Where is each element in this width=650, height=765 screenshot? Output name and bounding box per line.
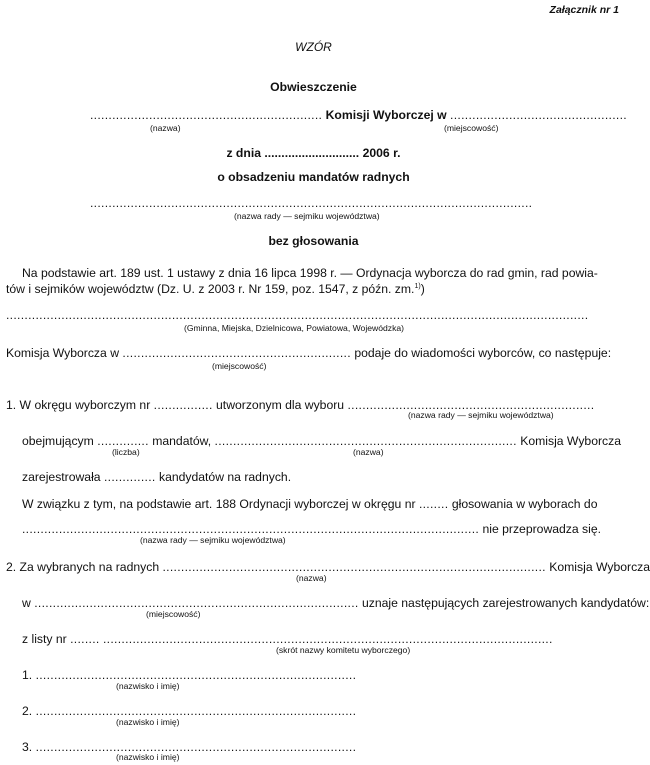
item2c-line: z listy nr ........ .......................................................................................................................... <box>22 632 553 646</box>
candidate-3: 3. ....................................................................................... <box>22 740 357 754</box>
attachment-label: Załącznik nr 1 <box>549 4 619 16</box>
template-marker: WZÓR <box>295 40 332 54</box>
council-name-field: ........................................................................................................................ <box>90 196 533 210</box>
item2-line: 2. Za wybranych na radnych ........................................................................................................ Komisja Wyborcza <box>6 560 650 574</box>
item1e-label: (nazwa rady — sejmiku województwa) <box>140 535 286 545</box>
item1-label: (nazwa rady — sejmiku województwa) <box>408 410 554 420</box>
candidate-2-label: (nazwisko i imię) <box>116 717 180 727</box>
item2c-label: (skrót nazwy komitetu wyborczego) <box>276 645 411 655</box>
commission-notice-label: (miejscowość) <box>212 361 267 371</box>
item1b-count-label: (liczba) <box>112 447 140 457</box>
date-line: z dnia ............................ 2006 r. <box>226 146 401 160</box>
item2-label: (nazwa) <box>296 573 327 583</box>
item2b-line: w ........................................................................................ uznaje następujących zarejestrowanych kandydatów: <box>22 596 650 610</box>
legal-paragraph-line2: tów i sejmików województw (Dz. U. z 2003 r. Nr 159, poz. 1547, z późn. zm.$^{1)}$) <box>6 282 425 296</box>
item1e-line: ............................................................................................................................ nie przeprowadza się. <box>22 522 602 536</box>
item2b-label: (miejscowość) <box>146 609 201 619</box>
candidate-1: 1. ....................................................................................... <box>22 668 357 682</box>
commission-line: ............................................................... Komisji Wyborczej w ................................................ <box>90 108 627 122</box>
commission-type-label: (Gminna, Miejska, Dzielnicowa, Powiatowa, Wojewódzka) <box>184 323 405 333</box>
commission-name-label: (nazwa) <box>150 123 181 133</box>
item1d-line: W związku z tym, na podstawie art. 188 Ordynacji wyborczej w okręgu nr ........ głosowania w wyborach do <box>22 497 598 511</box>
item1b-name-label: (nazwa) <box>353 447 384 457</box>
no-vote-heading: bez głosowania <box>268 234 359 248</box>
item1-line: 1. W okręgu wyborczym nr ................ utworzonym dla wyboru ................................................................... <box>6 398 595 412</box>
candidate-1-label: (nazwisko i imię) <box>116 681 180 691</box>
document-title: Obwieszczenie <box>270 80 357 94</box>
commission-type-field: .............................................................................................................................................................. <box>6 308 589 322</box>
subject-line: o obsadzeniu mandatów radnych <box>217 170 410 184</box>
candidate-2: 2. ....................................................................................... <box>22 704 357 718</box>
item1b-line: obejmującym .............. mandatów, .................................................................................. Komisja Wyborcza <box>22 434 622 448</box>
candidate-3-label: (nazwisko i imię) <box>116 752 180 762</box>
commission-notice: Komisja Wyborcza w .............................................................. podaje do wiadomości wyborców, co następuje: <box>6 346 612 360</box>
legal-paragraph-line1: Na podstawie art. 189 ust. 1 ustawy z dnia 16 lipca 1998 r. — Ordynacja wyborcza do rad gmin, rad powia- <box>22 266 598 280</box>
commission-place-label: (miejscowość) <box>444 123 499 133</box>
council-name-label: (nazwa rady — sejmiku województwa) <box>234 211 380 221</box>
item1c-line: zarejestrowała .............. kandydatów na radnych. <box>22 470 292 484</box>
